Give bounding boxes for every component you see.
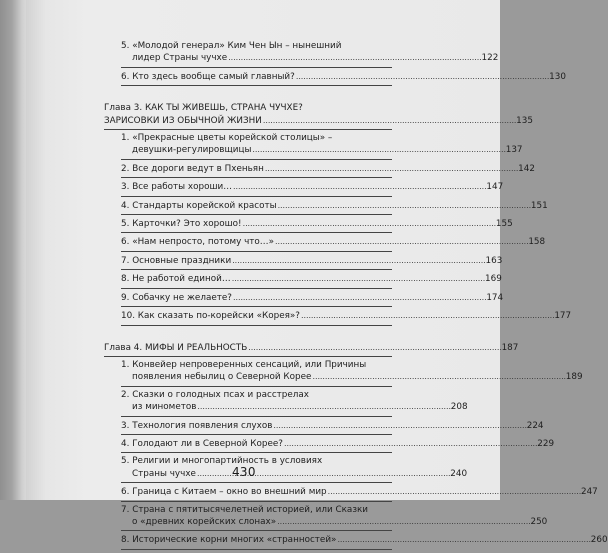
toc-page-number: 229 bbox=[537, 438, 555, 449]
leader-dots bbox=[232, 256, 484, 266]
divider-line bbox=[121, 67, 392, 68]
toc-entry bbox=[104, 41, 499, 68]
toc-entry-text: 4. Голодают ли в Северной Корее? bbox=[121, 438, 283, 449]
toc-entry-text: 5. «Молодой генерал» Ким Чен Ын – нынешний bbox=[121, 41, 342, 51]
toc-entry-text: 6. Граница с Китаем – окно во внешний мир bbox=[121, 487, 327, 498]
toc-page-number: 260 bbox=[590, 535, 608, 546]
divider-line bbox=[121, 269, 392, 270]
toc-entry-text: 2. Сказки о голодных псах и расстрелах bbox=[121, 389, 309, 400]
page-number: 430 bbox=[232, 465, 256, 479]
chapter-heading bbox=[104, 342, 519, 357]
toc-entry-text: о «древних корейских слонах» bbox=[132, 516, 277, 527]
leader-dots bbox=[197, 402, 449, 412]
toc-entry-text: 1. «Прекрасные цветы корейской столицы» – bbox=[121, 133, 333, 144]
leader-dots bbox=[273, 421, 525, 431]
leader-dots bbox=[312, 372, 564, 382]
leader-dots bbox=[296, 72, 548, 82]
toc-entry-text: 10. Как сказать по-корейски «Корея»? bbox=[121, 311, 300, 322]
toc-entry bbox=[104, 504, 548, 532]
toc-entry bbox=[104, 420, 544, 435]
toc-entry bbox=[104, 218, 513, 233]
toc-entry-text: 4. Стандарты корейской красоты bbox=[121, 200, 277, 211]
toc-entry bbox=[104, 310, 572, 325]
toc-entry-text: 3. Все работы хороши… bbox=[121, 182, 233, 193]
toc-entry bbox=[104, 163, 535, 178]
toc-page-number: 177 bbox=[554, 311, 572, 322]
toc-entry-text: Страны чучхе bbox=[132, 468, 196, 479]
toc-entry bbox=[104, 438, 555, 453]
leader-dots bbox=[278, 201, 530, 211]
divider-line bbox=[121, 549, 392, 550]
toc-entry-text: 6. «Нам непросто, потому что…» bbox=[121, 237, 274, 248]
toc-entry bbox=[104, 389, 468, 417]
toc-entry-text: 7. Основные праздники bbox=[121, 255, 232, 266]
toc-page-number: 147 bbox=[486, 182, 504, 193]
leader-dots bbox=[284, 439, 536, 449]
leader-dots bbox=[233, 293, 485, 303]
toc-entry-text: 9. Собачку не желаете? bbox=[121, 292, 232, 303]
divider-line bbox=[121, 325, 392, 326]
toc-page-number: 142 bbox=[518, 163, 535, 174]
leader-dots bbox=[243, 219, 495, 229]
toc-page-number: 122 bbox=[481, 53, 499, 64]
divider-line bbox=[121, 177, 392, 178]
toc-entry bbox=[104, 534, 608, 549]
leader-dots bbox=[248, 342, 500, 354]
toc-entry-text: 8. Не работой единой… bbox=[121, 274, 231, 285]
leader-dots bbox=[232, 274, 484, 284]
toc-page-number: 250 bbox=[530, 516, 548, 527]
toc-page-number: 187 bbox=[501, 342, 519, 353]
toc-page-number: 224 bbox=[526, 420, 544, 431]
toc-entry-text: из минометов bbox=[132, 402, 197, 413]
toc-page-number: 137 bbox=[505, 145, 523, 156]
chapter-title: ЗАРИСОВКИ ИЗ ОБЫЧНОЙ ЖИЗНИ bbox=[104, 115, 262, 126]
toc-entry bbox=[104, 292, 504, 307]
toc-page-number: 247 bbox=[580, 487, 598, 498]
leader-dots bbox=[337, 535, 589, 545]
divider-line bbox=[121, 196, 392, 197]
toc-entry-text: 5. Религии и многопартийность в условиях bbox=[121, 456, 323, 467]
divider-line bbox=[104, 356, 392, 357]
toc-entry bbox=[104, 359, 583, 387]
toc-page-number: 135 bbox=[516, 115, 533, 126]
toc-page-number: 174 bbox=[486, 292, 504, 303]
toc-entry-text: 3. Технология появления слухов bbox=[121, 420, 273, 431]
leader-dots bbox=[263, 115, 515, 127]
divider-line bbox=[121, 530, 392, 531]
toc-entry-text: 1. Конвейер непроверенных сенсаций, или Причины bbox=[121, 359, 367, 370]
toc-page-number: 208 bbox=[450, 402, 468, 413]
toc-page-number: 155 bbox=[495, 219, 513, 230]
divider-line bbox=[121, 232, 392, 233]
divider-line bbox=[121, 214, 392, 215]
toc-entry bbox=[104, 486, 598, 501]
divider-line bbox=[121, 288, 392, 289]
divider-line bbox=[121, 386, 392, 387]
toc-page-number: 189 bbox=[565, 372, 583, 383]
toc-entry-text: девушки-регулировщицы bbox=[132, 145, 252, 156]
toc-page-number: 151 bbox=[530, 200, 548, 211]
leader-dots bbox=[328, 487, 580, 497]
toc-entry bbox=[104, 236, 546, 251]
toc-entry bbox=[104, 255, 503, 270]
divider-line bbox=[121, 85, 392, 86]
toc-page-number: 240 bbox=[450, 468, 468, 479]
toc-entry-text: 2. Все дороги ведут в Пхеньян bbox=[121, 163, 264, 174]
toc-entry bbox=[104, 71, 566, 86]
leader-dots bbox=[301, 311, 553, 321]
toc-entry bbox=[104, 133, 523, 160]
divider-line bbox=[121, 159, 392, 160]
toc-entry bbox=[104, 273, 502, 288]
divider-line bbox=[121, 434, 392, 435]
leader-dots bbox=[265, 164, 517, 174]
toc-entry-text: 6. Кто здесь вообще самый главный? bbox=[121, 71, 295, 82]
toc-entry bbox=[104, 181, 504, 196]
toc-page-number: 163 bbox=[485, 255, 503, 266]
divider-line bbox=[121, 452, 392, 453]
chapter-title: Глава 4. МИФЫ И РЕАЛЬНОСТЬ bbox=[104, 342, 248, 353]
toc-page-number: 169 bbox=[485, 274, 502, 285]
chapter-heading bbox=[104, 103, 533, 130]
toc-entry-text: 5. Карточки? Это хорошо! bbox=[121, 219, 242, 230]
leader-dots bbox=[233, 182, 485, 192]
leader-dots bbox=[277, 517, 529, 527]
toc-entry-text: появления небылиц о Северной Корее bbox=[132, 372, 312, 383]
divider-line bbox=[121, 251, 392, 252]
toc-entry bbox=[104, 200, 548, 215]
divider-line bbox=[104, 129, 392, 130]
toc-entry-text: лидер Страны чучхе bbox=[132, 53, 228, 64]
toc-entry-text: 7. Страна с пятитысячелетней историей, или Сказки bbox=[121, 504, 369, 515]
toc-page-number: 158 bbox=[528, 237, 546, 248]
divider-line bbox=[121, 482, 392, 483]
divider-line bbox=[121, 306, 392, 307]
leader-dots bbox=[275, 237, 527, 247]
leader-dots bbox=[252, 145, 504, 155]
leader-dots bbox=[228, 53, 480, 63]
divider-line bbox=[121, 416, 392, 417]
chapter-title: Глава 3. КАК ТЫ ЖИВЕШЬ, СТРАНА ЧУЧХЕ? bbox=[104, 103, 303, 114]
toc-page-number: 130 bbox=[549, 71, 566, 82]
divider-line bbox=[121, 501, 392, 502]
toc-entry-text: 8. Исторические корни многих «странностей» bbox=[121, 535, 337, 546]
